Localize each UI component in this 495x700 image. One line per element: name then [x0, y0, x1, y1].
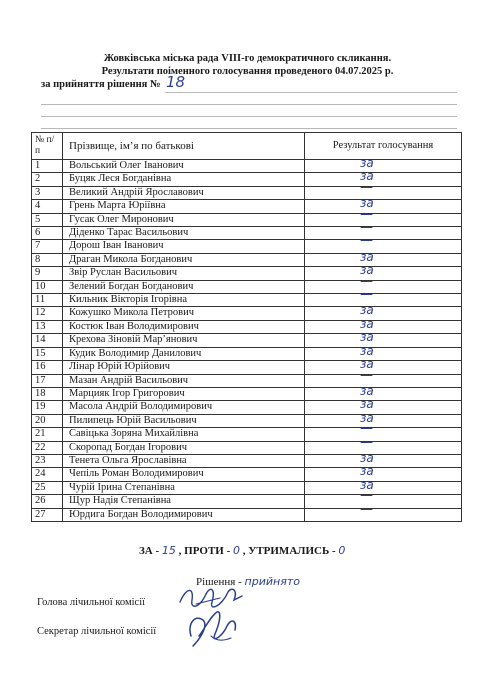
- vote-result-cell: [305, 450, 462, 467]
- deputy-name: Мазан Андрій Васильович: [63, 374, 305, 387]
- row-number: 25: [32, 481, 63, 494]
- decision-number: 18: [166, 73, 186, 91]
- row-number: 9: [32, 267, 63, 280]
- deputy-name: Зелений Богдан Богданович: [63, 280, 305, 293]
- vote-result-cell: [305, 273, 462, 293]
- vote-mark: —: [360, 206, 373, 222]
- decision-underline: [165, 92, 457, 93]
- secretary-signature: [181, 606, 243, 652]
- deputy-name: Діденко Тарас Васильович: [63, 227, 305, 240]
- table-row: [32, 347, 462, 360]
- vote-result-cell: [305, 169, 462, 186]
- table-row: [32, 267, 462, 280]
- row-number: 5: [32, 213, 63, 226]
- table-row: [32, 213, 462, 226]
- vote-mark: за: [360, 477, 374, 492]
- row-number: 22: [32, 441, 63, 454]
- table-header-row: [32, 133, 462, 160]
- deputy-name: Чепіль Роман Володимирович: [63, 468, 305, 481]
- deputy-name: Великий Андрій Ярославович: [63, 186, 305, 199]
- row-number: 23: [32, 454, 63, 467]
- vote-mark: за: [360, 357, 374, 372]
- vote-result-cell: [305, 397, 462, 414]
- row-number: 2: [32, 173, 63, 186]
- row-number: 7: [32, 240, 63, 253]
- row-number: 18: [32, 387, 63, 400]
- blank-line: [41, 128, 457, 129]
- table-row: [32, 173, 462, 186]
- vote-result-cell: [305, 357, 462, 374]
- vote-result-cell: [305, 488, 462, 508]
- vote-result-cell: [305, 263, 462, 280]
- table-row: [32, 240, 462, 253]
- deputy-name: Щур Надія Степанівна: [63, 495, 305, 508]
- row-number: 26: [32, 495, 63, 508]
- deputy-name: Гусак Олег Миронович: [63, 213, 305, 226]
- row-number: 17: [32, 374, 63, 387]
- vote-result-cell: [305, 303, 462, 320]
- vote-mark: за: [360, 397, 374, 412]
- vote-result-cell: [305, 316, 462, 333]
- vote-result-cell: [305, 156, 462, 173]
- deputy-name: Дорош Іван Іванович: [63, 240, 305, 253]
- deputy-name: Пилипець Юрій Васильович: [63, 414, 305, 427]
- vote-totals: [139, 544, 345, 557]
- table-row: [32, 200, 462, 213]
- vote-result-cell: [305, 501, 462, 521]
- vote-result-cell: [305, 383, 462, 400]
- totals-for-label: ЗА -: [139, 545, 160, 557]
- vote-result-cell: [305, 434, 462, 454]
- column-header-result: Результат голосування: [305, 133, 462, 160]
- deputy-name: Звір Руслан Васильович: [63, 267, 305, 280]
- vote-result-cell: [305, 196, 462, 213]
- table-row: [32, 294, 462, 307]
- deputy-name: Лінар Юрій Юрійович: [63, 361, 305, 374]
- totals-against-value: 0: [233, 544, 240, 557]
- vote-result-cell: [305, 287, 462, 307]
- row-number: 21: [32, 428, 63, 441]
- table-row: [32, 320, 462, 333]
- column-header-name: Прізвище, ім’я по батькові: [63, 133, 305, 160]
- vote-mark: —: [360, 220, 373, 236]
- resolution-value: прийнято: [244, 575, 300, 588]
- table-row: [32, 481, 462, 494]
- deputy-name: Костюк Іван Володимирович: [63, 320, 305, 333]
- row-number: 10: [32, 280, 63, 293]
- vote-result-cell: [305, 367, 462, 387]
- totals-abstain-value: 0: [338, 544, 346, 557]
- table-row: [32, 160, 462, 173]
- deputy-name: Марцияк Ігор Григорович: [63, 387, 305, 400]
- table-row: [32, 454, 462, 467]
- vote-mark: —: [360, 233, 373, 249]
- vote-mark: —: [360, 434, 373, 450]
- vote-result-cell: [305, 421, 462, 441]
- totals-against-label: , ПРОТИ -: [178, 545, 231, 557]
- vote-result-cell: [305, 206, 462, 226]
- deputy-name: Тенета Ольга Ярославівна: [63, 454, 305, 467]
- table-row: [32, 428, 462, 441]
- table-row: [32, 253, 462, 266]
- vote-mark: —: [360, 501, 373, 517]
- vote-mark: за: [360, 316, 374, 331]
- deputy-name: Грень Марта Юріївна: [63, 200, 305, 213]
- deputy-name: Буцяк Леся Богданівна: [63, 173, 305, 186]
- table-row: [32, 227, 462, 240]
- secretary-signature-label: Секретар лічильної комісії: [37, 626, 157, 637]
- table-row: [32, 307, 462, 320]
- vote-mark: —: [360, 287, 373, 303]
- row-number: 27: [32, 508, 63, 521]
- vote-mark: за: [360, 464, 374, 479]
- row-number: 3: [32, 186, 63, 199]
- totals-abstain-label: , УТРИМАЛИСЬ -: [242, 545, 336, 557]
- vote-table-body: [32, 156, 462, 522]
- resolution-label: Рішення -: [196, 576, 242, 588]
- vote-mark: —: [360, 421, 373, 437]
- table-row: [32, 374, 462, 387]
- totals-for-value: 15: [161, 544, 176, 557]
- deputy-name: Скоропад Богдан Ігорович: [63, 441, 305, 454]
- row-number: 16: [32, 361, 63, 374]
- row-number: 1: [32, 160, 63, 173]
- table-row: [32, 508, 462, 521]
- blank-line: [41, 104, 457, 105]
- vote-result-cell: [305, 464, 462, 481]
- document-subtitle: Результати поіменного голосування проведеного 04.07.2025 р.: [101, 66, 394, 77]
- vote-mark: за: [360, 450, 374, 465]
- deputy-name: Кожушко Микола Петрович: [63, 307, 305, 320]
- vote-mark: за: [360, 330, 374, 345]
- vote-mark: за: [360, 303, 374, 318]
- table-row: [32, 186, 462, 199]
- vote-result-cell: [305, 249, 462, 266]
- row-number: 11: [32, 294, 63, 307]
- row-number: 12: [32, 307, 63, 320]
- vote-mark: за: [360, 410, 374, 425]
- row-number: 15: [32, 347, 63, 360]
- vote-result-cell: [305, 233, 462, 253]
- vote-result-cell: [305, 410, 462, 427]
- vote-result-cell: [305, 330, 462, 347]
- deputy-name: Савіцька Зоряна Михайлівна: [63, 428, 305, 441]
- row-number: 24: [32, 468, 63, 481]
- row-number: 19: [32, 401, 63, 414]
- deputy-name: Кудик Володимир Данилович: [63, 347, 305, 360]
- vote-mark: —: [360, 488, 373, 504]
- table-row: [32, 334, 462, 347]
- table-row: [32, 441, 462, 454]
- decision-line: [41, 73, 186, 91]
- table-row: [32, 401, 462, 414]
- table-row: [32, 361, 462, 374]
- column-header-number: № п/п: [32, 133, 63, 160]
- row-number: 4: [32, 200, 63, 213]
- vote-result-cell: [305, 220, 462, 240]
- decision-prefix: за прийняття рішення №: [41, 79, 161, 90]
- row-number: 20: [32, 414, 63, 427]
- row-number: 8: [32, 253, 63, 266]
- deputy-name: Кильник Вікторія Ігорівна: [63, 294, 305, 307]
- vote-mark: за: [360, 156, 374, 170]
- vote-table: [31, 132, 462, 522]
- vote-mark: за: [360, 343, 374, 358]
- vote-result-cell: [305, 179, 462, 199]
- table-row: [32, 280, 462, 293]
- vote-mark: за: [360, 196, 374, 211]
- row-number: 6: [32, 227, 63, 240]
- row-number: 13: [32, 320, 63, 333]
- blank-line: [41, 116, 457, 117]
- deputy-name: Крехова Зіновій Мар’янович: [63, 334, 305, 347]
- chair-signature-label: Голова лічильної комісії: [37, 597, 146, 608]
- vote-mark: за: [360, 383, 374, 398]
- deputy-name: Юрдига Богдан Володимирович: [63, 508, 305, 521]
- vote-mark: за: [360, 169, 374, 184]
- vote-mark: за: [360, 263, 374, 278]
- table-row: [32, 468, 462, 481]
- table-row: [32, 414, 462, 427]
- vote-mark: —: [360, 273, 373, 289]
- deputy-name: Драган Микола Богданович: [63, 253, 305, 266]
- vote-mark: —: [360, 179, 373, 195]
- table-row: [32, 495, 462, 508]
- document-title: Жовківська міська рада VIII-го демократичного скликання.: [103, 53, 392, 64]
- vote-result-cell: [305, 477, 462, 494]
- deputy-name: Чурій Ірина Степанівна: [63, 481, 305, 494]
- vote-mark: за: [360, 249, 374, 264]
- deputy-name: Масола Андрій Володимирович: [63, 401, 305, 414]
- table-row: [32, 387, 462, 400]
- vote-mark: —: [360, 367, 373, 383]
- deputy-name: Вольський Олег Іванович: [63, 160, 305, 173]
- vote-result-cell: [305, 343, 462, 360]
- row-number: 14: [32, 334, 63, 347]
